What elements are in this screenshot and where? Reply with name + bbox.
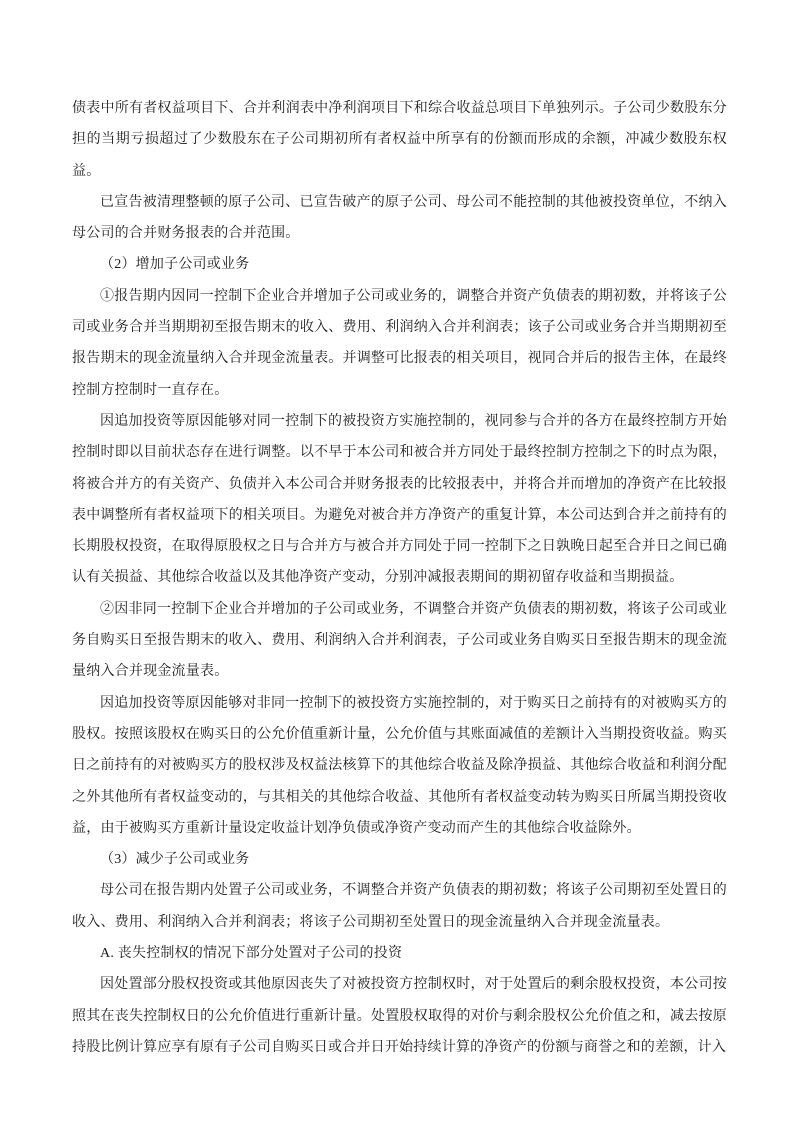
paragraph-non-same-control-prior-equity: 因追加投资等原因能够对非同一控制下的被投资方实施控制的，对于购买日之前持有的对被购买方的股权。按照该股权在购买日的公允价值重新计量，公允价值与其账面减值的差额计入当期投资收益。购买日之前持有的对被购买方的股权涉及权益法核算下的其他综合收益及除净损益、其他综合收益和利润分配之外其他所有者权益变动的，与其相关的其他综合收益、其他所有者权益变动转为购买日所属当期投资收益，由于被购买方重新计量设定收益计划净负债或净资产变动而产生的其他综合收益除外。 bbox=[72, 695, 727, 836]
heading-reduce-subsidiary-or-business: （3）减少子公司或业务 bbox=[100, 852, 250, 868]
paragraph-non-same-control-merger: ②因非同一控制下企业合并增加的子公司或业务，不调整合并资产负债表的期初数，将该子公司或业务自购买日至报告期末的收入、费用、利润纳入合并利润表，子公司或业务自购买日至报告期末的现金流量纳入合并现金流量表。 bbox=[72, 601, 727, 680]
paragraph-same-control-merger: ①报告期内因同一控制下企业合并增加子公司或业务的，调整合并资产负债表的期初数，并将该子公司或业务合并当期期初至报告期末的收入、费用、利润纳入合并利润表；该子公司或业务合并当期期初至报告期末的现金流量纳入合并现金流量表。并调整可比报表的相关项目，视同合并后的报告主体，在最终控制方控制时一直存在。 bbox=[72, 288, 727, 398]
heading-add-subsidiary-or-business: （2）增加子公司或业务 bbox=[100, 257, 250, 273]
heading-partial-disposal-loss-of-control: A. 丧失控制权的情况下部分处置对子公司的投资 bbox=[100, 946, 403, 962]
paragraph-minority-interest-continuation: 债表中所有者权益项目下、合并利润表中净利润项目下和综合收益总项目下单独列示。子公司少数股东分担的当期亏损超过了少数股东在子公司期初所有者权益中所享有的份额而形成的余额，冲减少数股东权益。 bbox=[72, 101, 727, 179]
paragraph-same-control-adjustment: 因追加投资等原因能够对同一控制下的被投资方实施控制的，视同参与合并的各方在最终控制方开始控制时即以目前状态存在进行调整。以不早于本公司和被合并方同处于最终控制方控制之下的时点为限，将被合并方的有关资产、负债并入本公司合并财务报表的比较报表中，并将合并而增加的净资产在比较报表中调整所有者权益项下的相关项目。为避免对被合并方净资产的重复计算，本公司达到合并之前持有的长期股权投资，在取得原股权之日与合并方与被合并方同处于同一控制下之日孰晚日起至合并日之间已确认有关损益、其他综合收益以及其他净资产变动，分别冲减报表期间的期初留存收益和当期损益。 bbox=[72, 413, 727, 586]
paragraph-excluded-from-consolidation: 已宣告被清理整顿的原子公司、已宣告破产的原子公司、母公司不能控制的其他被投资单位，不纳入母公司的合并财务报表的合并范围。 bbox=[72, 194, 727, 242]
paragraph-disposal-of-subsidiary: 母公司在报告期内处置子公司或业务，不调整合并资产负债表的期初数；将该子公司期初至处置日的收入、费用、利润纳入合并利润表；将该子公司期初至处置日的现金流量纳入合并现金流量表。 bbox=[72, 883, 727, 930]
paragraph-loss-of-control-remeasurement: 因处置部分股权投资或其他原因丧失了对被投资方控制权时，对于处置后的剩余股权投资，本公司按照其在丧失控制权日的公允价值进行重新计量。处置股权取得的对价与剩余股权公允价值之和，减去按原持股比例计算应享有原有子公司自购买日或合并日开始持续计算的净资产的份额与商誉之和的差额，计入 bbox=[72, 977, 727, 1055]
